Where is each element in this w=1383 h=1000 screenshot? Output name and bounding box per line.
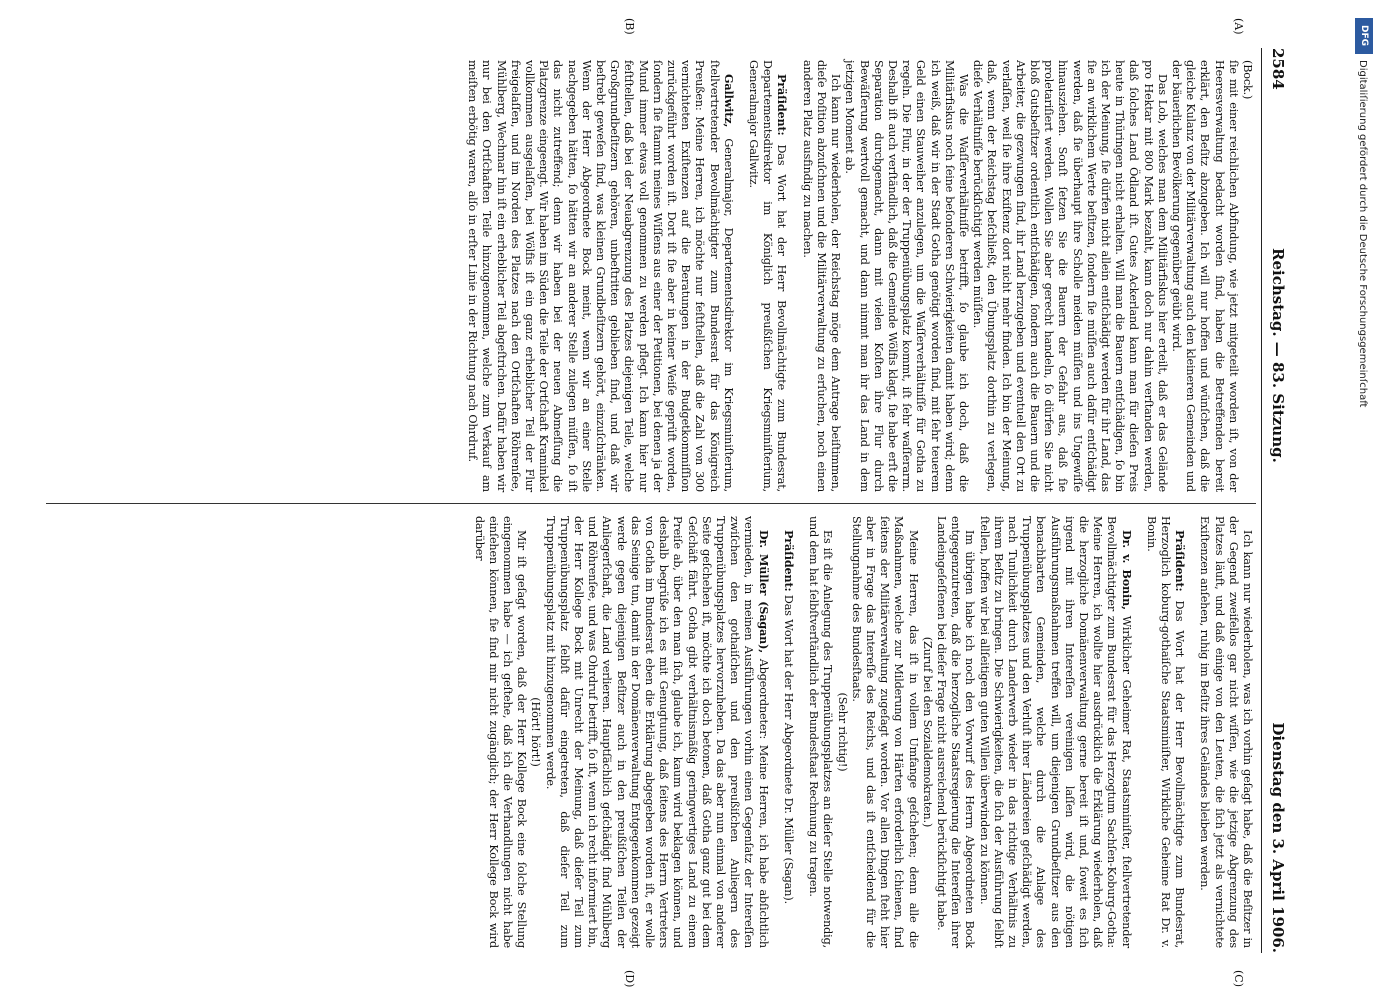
digitization-credit xyxy=(1345,10,1383,990)
session-date: Dienstag den 3. April 1906. xyxy=(1269,722,1287,953)
right-column xyxy=(471,516,1254,948)
paragraph: Es iſt die Anlegung des Truppenübungsplatzes an dieſer Stelle notwendig, und dem hat ſelbſtverſtändlich der Bundesſtaat Rechnung zu tragen. xyxy=(807,516,835,948)
header-rule xyxy=(1261,48,1262,953)
speaker-label: Gallwitz, xyxy=(721,74,736,128)
paragraph: Meine Herren, das iſt in vollem Umfange geſchehen; denn alle die Maßnahmen, welche zur Milderung von Härten erforderlich ſchienen, ſind ſeitens der Militärverwaltung zugeſagt worden. Vor allen Dingen ſteht hier aber in Frage das Intereſſe des Reichs, und das iſt entſcheidend für die Stellungnahme des Bundesſtaats. xyxy=(849,516,920,948)
speaker-label: Dr. v. Bonin, xyxy=(1119,530,1134,610)
president-paragraph xyxy=(1144,516,1188,948)
margin-mark-b: (B) xyxy=(623,18,636,35)
speech-paragraph xyxy=(976,516,1133,948)
session-title: Reichstag. — 83. Sitzung. xyxy=(1269,248,1287,463)
paragraph-text: Das Wort hat der Herr Abgeordnete Dr. Müller (Sagan). xyxy=(781,591,795,904)
interjection: (Hört! hört!) xyxy=(529,697,543,767)
paragraph: Das Lob, welches man dem Militärfiskus hier erteilt, daß er das Gelände pro Hektar mit 800 Mark bezahlt, kann doch nur dahin verſtanden werden, daß ſolches Land Ödland iſt. Gutes Ackerland kann man für dieſen Preis heute in Thüringen nicht erhalten. Will man die Bauern entſchädigen, ſo bin ich der Meinung, ſie dürfen nicht allein entſchädigt werden für ihr Land, das ſie an wirklichem Werte beſitzen, ſondern ſie müſſen auch dafür entſchädigt werden, daß ſie überhaupt ihre Scholle meiden müſſen und ins Ungewiſſe hinausziehen. Sonſt ſetzen Sie die Bauern der Gefahr aus, daß ſie proletariſiert werden. Wollen Sie aber gerecht handeln, ſo dürfen Sie nicht bloß Gutsbeſitzer ordentlich entſchädigen, ſondern auch die Bauern und die Arbeiter, die gezwungen ſind, ihr Land herzugeben und eventuell den Ort zu verlaſſen, weil ſie ihre Exiſtenz dort nicht mehr finden. Ich bin der Meinung, daß, wenn der Reichstag beſchließt, den Übungsplatz dorthin zu verlegen, dieſe Verhältniſſe berückſichtigt werden müſſen. xyxy=(971,60,1169,492)
president-paragraph xyxy=(781,516,796,948)
dfg-logo: DFG xyxy=(1355,18,1373,54)
paragraph-text: Das Wort hat der Herr Bevollmächtigte zum Bundesrat, Herzoglich koburg-gothaiſche Staatsminiſter, Wirkliche Geheime Rat Dr. v. Bonin. xyxy=(1144,516,1187,948)
speaker-note: (Bock.) xyxy=(1241,60,1254,100)
paragraph: Ich kann nur wiederholen, der Reichstag möge dem Antrage beiſtimmen, dieſe Poſition abzuſchnen und die Militärverwaltung zu erſuchen, noch einen anderen Platz ausfindig zu machen. xyxy=(800,60,843,492)
paragraph: Im übrigen habe ich noch den Vorwurf des Herrn Abgeordneten Bock entgegenzutreten, daß die herzogliche Staatsregierung die Intereſſen ihrer Landeingeſeſſenen bei dieſer Frage nicht ausreichend berückſichtigt habe. xyxy=(934,516,977,948)
left-column xyxy=(465,60,1254,492)
column-separator xyxy=(46,503,1256,504)
page-header xyxy=(1261,48,1295,953)
paragraph: Mir iſt geſagt worden, daß der Herr Kollege Bock eine ſolche Stellung eingenommen habe — ich geſtehe, daß ich die Verhandlungen nicht habe einſehen können, ſie ſind mir nicht zugänglich; der Herr Kollege Bock wird darüber xyxy=(472,516,529,948)
page-number: 2584 xyxy=(1269,48,1287,90)
speech-paragraph xyxy=(465,60,736,492)
speaker-label: Präſident: xyxy=(1173,530,1188,592)
paragraph: Was die Waſſerverhältniſſe betrifft, ſo glaube ich doch, daß die Militärfiskus noch ſeine beſonderen Schwierigkeiten damit haben wird; denn ich weiß, daß wir in der Stadt Gotha genötigt worden ſind, mit ſehr teuerem Geld einen Stauweiher anzulegen, um die Waſſerverhältniſſe für Gotha zu regeln. Die Flur, in der der Truppenübungsplatz kommt, iſt ſehr waſſerarm. Deshalb iſt auch verſtändlich, daß die Gemeinde Wölfis klagt, ſie habe erſt die Separation durchgemacht, dann mit vielen Koſten ihre Flur durch Bewäſſerung wertvoll gemacht, und dann nimmt man ihr das Land in dem jetzigen Moment ab. xyxy=(843,60,970,492)
interjection: (Sehr richtig!) xyxy=(835,692,849,772)
speech-paragraph xyxy=(542,516,770,948)
paragraph-text: Generalmajor, Departementsdirektor im Kriegsminiſterium, ſtellvertretender Bevollmächtigter zum Bundesrat für das Königreich Preußen: Meine Herren, ich möchte nur feſtſtellen, daß die Zahl von 300 vernichteten Exiſtenzen auf die Beratungen in der Budgetkommiſſion zurückgeführt worden iſt. Dort iſt ſie aber in keiner Weiſe geprüft worden, ſondern ſie ſtammt meines Wiſſens aus einer der Petitionen, bei denen ja der Mund immer etwas voll genommen zu werden pflegt. Ich kann hier nur feſtſtellen, daß bei der Neuabgrenzung des Platzes diejenigen Teile, welche Großgrundbeſitzern gehören, unbeſtritten geblieben ſind, und daß wir beſtrebt geweſen ſind, was kleinen Grundbeſitzern gehört, einzuſchränken. Wenn der Herr Abgeordnete Bock meint, wenn wir an einer Stelle nachgegeben hätten, ſo hätten wir an anderer Stelle zulegen müſſen, ſo iſt das nicht zutreffend; denn wir haben bei der neuen Abmeſſung die Platzgrenze eingeengt. Wir haben im Süden die Teile der Ortſchaft Kraminkel vollkommen ausgelaſſen, bei Wölfis iſt ein ganz erheblicher Teil der Flur freigelaſſen, und im Norden des Platzes nach den Ortſchaften Röhrenſee, Mühlberg, Wechmar hin iſt ein erheblicher Teil abgeſtrichen. Dafür haben wir nur bei den Ortſchaften Teile hinzugenommen, welche zum Verkauf am meiſten erbötig waren, alſo in erſter Linie in der Richtung nach Ohrdruf. xyxy=(466,60,735,493)
interjection: (Zuruf bei den Sozialdemokraten.) xyxy=(920,636,934,828)
paragraph: ſie mit einer reichlichen Abfindung, wie jetzt mitgeteilt worden iſt, von der Heeresverwaltung bedacht worden ſind, haben die Betreffenden bereit erklärt, den Beſitz abzugeben. Ich will nur hoffen und wünſchen, daß die gleiche Kulanz von der Militärverwaltung auch den kleineren Gemeinden und der bäuerlichen Bevölkerung gegenüber geübt wird. xyxy=(1169,60,1240,492)
paragraph-text: Das Wort hat der Herr Bevollmächtigte zum Bundesrat, Departementsdirektor im Königlich preußiſchen Kriegsminiſterium, Generalmajor Gallwitz. xyxy=(747,60,789,492)
president-paragraph xyxy=(746,60,790,492)
paragraph: Ich kann nur wiederholen, was ich vorhin geſagt habe, daß die Beſitzer in der Gegend zweifellos gar nicht wiſſen, wie die jetzige Abgrenzung des Platzes läuft, und daß einige von den Leuten, die ſich jetzt als vernichtete Exiſtenzen anſehen, ruhig im Beſitz ihres Geländes bleiben werden. xyxy=(1198,516,1254,948)
speaker-label: Präſident: xyxy=(781,530,796,592)
speaker-label: Dr. Müller (Sagan), xyxy=(756,530,771,654)
margin-mark-d: (D) xyxy=(623,970,636,988)
paragraph-text: Wirklicher Geheimer Rat, Staatsminiſter, ſtellvertretender Bevollmächtigter zum Bundesrat für das Herzogtum Sachſen-Koburg-Gotha: Meine Herren, ich wollte hier ausdrücklich die Erklärung wiederholen, daß die herzogliche Domänenverwaltung gerne bereit iſt und, ſoweit es ſich irgend mit ihren Intereſſen vereinigen laſſen wird, die nötigen Ausführungsmaßnahmen treffen will, um diejenigen Grundbeſitzer aus den benachbarten Gemeinden, welche durch die Anlage des Truppenübungsplatzes und den Verluſt ihrer Ländereien geſchädigt werden, nach Tunlichkeit durch Landerwerb wieder in das richtige Verhältnis zu ihrem Beſitz zu bringen. Die Schwierigkeiten, die ſich der Ausführung ſelbſt ſtellen, hoffen wir bei allſeitigem guten Willen überwinden zu können. xyxy=(977,516,1133,949)
speaker-label: Präſident: xyxy=(775,74,790,136)
margin-mark-a: (A) xyxy=(1232,18,1245,35)
paragraph-text: Abgeordneter: Meine Herren, ich habe abſichtlich vermieden, in meinen Ausführungen vorhin einen Gegenſatz der Intereſſen zwiſchen den gothaiſchen und den preußiſchen Anliegern des Truppenübungsplatzes hervorzuheben. Da das aber nun einmal von anderer Seite geſchehen iſt, möchte ich doch betonen, daß Gotha ganz gut bei dem Geſchäft fährt. Gotha gibt verhältnismäßig geringwertiges Land zu einem Preiſe ab, über den man ſich, glaube ich, kaum wird beklagen können, und deshalb begrüße ich es mit Genugtuung, daß ſeitens des Herrn Vertreters von Gotha im Bundesrat eben die Erklärung abgegeben worden iſt, er wolle das Seinige tun, damit in der Domänenverwaltung Entgegenkommen gezeigt werde gegen diejenigen Beſitzer auch in den preußiſchen Teilen der Anliegerſchaft, die Land verlieren. Hauptſächlich geſchädigt ſind Mühlberg und Röhrenſee, und was Ohrdruf betrifft, ſo iſt, wenn ich recht informiert bin, der Herr Kollege Bock mit Unrecht der Meinung, daß dieſer Teil zum Truppenübungsplatz ſelbſt dafür eingetreten, daß dieſer Teil zum Truppenübungsplatz mit hinzugenommen werde. xyxy=(543,516,770,948)
margin-mark-c: (C) xyxy=(1232,970,1245,987)
credit-text: Digitaliſierung gefördert durch die Deutsche Forschungsgemeinſchaft xyxy=(1357,60,1368,408)
